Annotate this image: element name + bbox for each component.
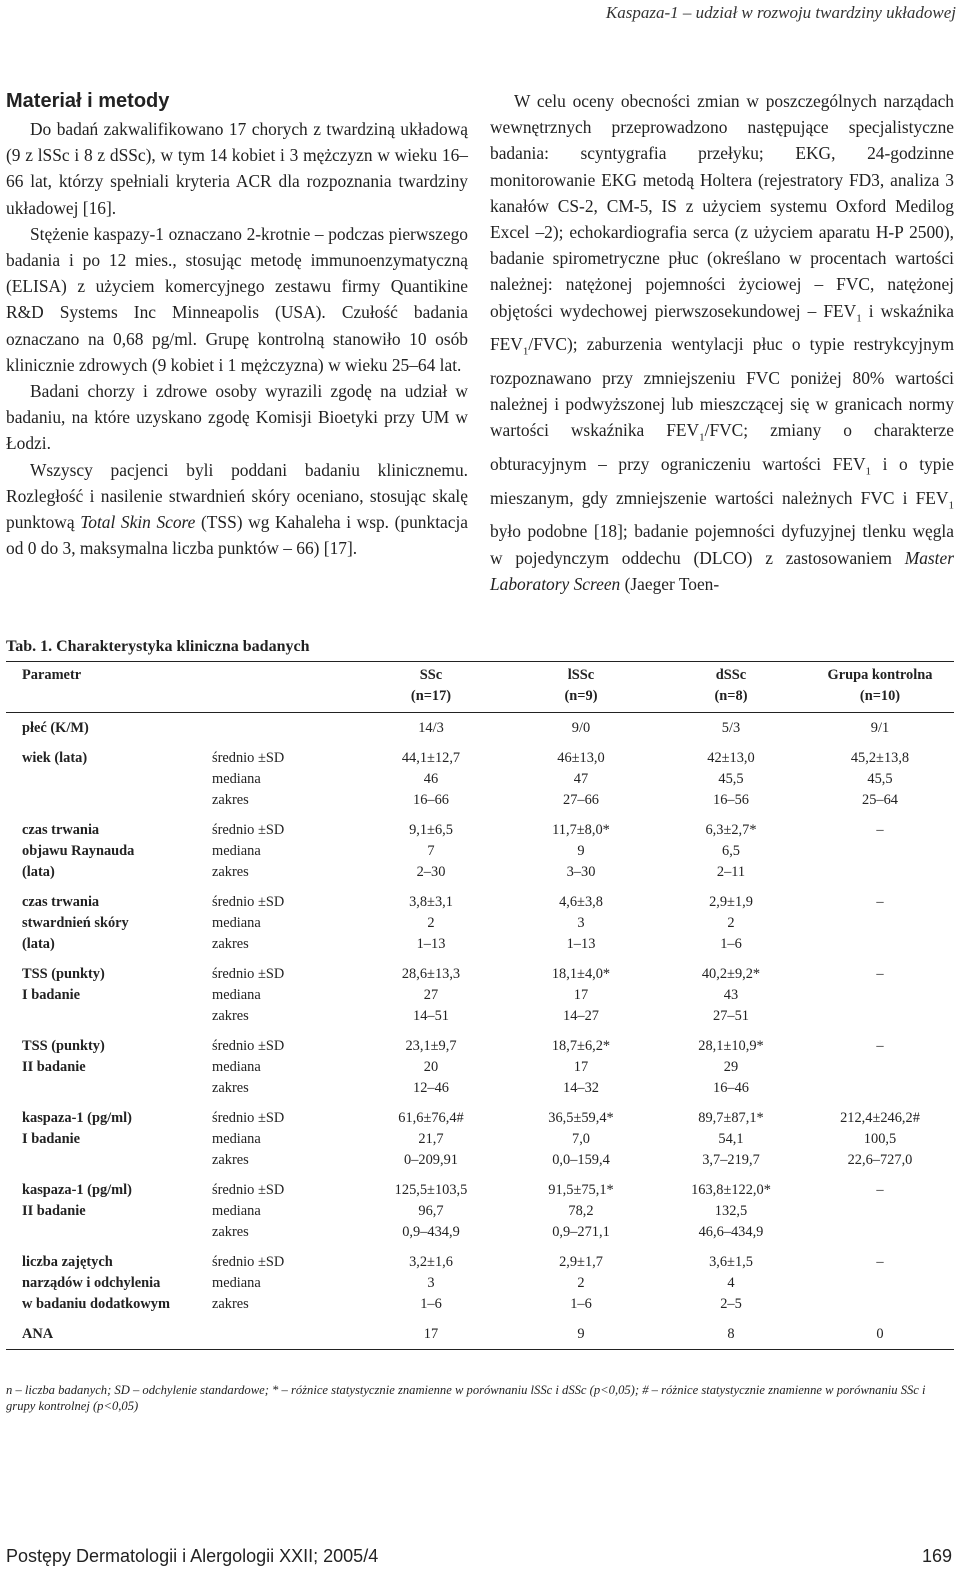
stat-label: zakres <box>212 792 249 808</box>
table-body <box>6 713 954 1349</box>
paragraph-1: Do badań zakwalifikowano 17 chorych z twardziną układową (9 z lSSc i 8 z dSSc), w tym 14 kobiet i 3 mężczyzn w wieku 16–66 lat, którzy spełniali kryteria ACR dla rozpoznania twardziny układowej [16]. <box>6 119 468 218</box>
cell-value: 9,1±6,5 <box>409 822 453 838</box>
row-label-line: (lata) <box>22 864 55 880</box>
text-span: (Jaeger Toen- <box>620 573 720 594</box>
header-lssc-name: lSSc <box>567 667 595 683</box>
header-lssc-n: (n=9) <box>564 688 598 704</box>
cell-values <box>506 1175 656 1247</box>
cell-values <box>806 1103 954 1175</box>
cell-values <box>356 959 506 1031</box>
stat-label: mediana <box>212 1131 261 1147</box>
cell-value <box>806 1273 954 1294</box>
text-span: i o typie mieszanym, gdy zmniejszenie wartości należnych FVC i FEV <box>490 454 955 508</box>
cell-values <box>506 1103 656 1175</box>
cell-value: 0,9–271,1 <box>552 1224 610 1240</box>
cell-value: 20 <box>423 1059 439 1075</box>
cell-value: 2–11 <box>716 864 746 880</box>
stat-label: średnio ±SD <box>212 966 285 982</box>
stat-label: średnio ±SD <box>212 894 285 910</box>
cell-value <box>806 1057 954 1078</box>
row-label-line <box>22 790 212 811</box>
row-label <box>6 887 212 959</box>
italic-term: Master Laboratory Screen <box>490 547 954 594</box>
cell-value: 2 <box>727 915 735 931</box>
cell-value: 78,2 <box>568 1203 594 1219</box>
header-lssc <box>506 662 656 712</box>
cell-value: 17 <box>423 1326 439 1342</box>
row-label-line: II badanie <box>22 1059 86 1075</box>
stat-labels <box>212 1247 356 1319</box>
cell-value: 8 <box>727 1326 735 1342</box>
cell-value: 11,7±8,0* <box>552 822 610 838</box>
text-span: /FVC); zaburzenia wentylacji płuc o typie restrykcyjnym rozpoznawano przy zmniejszeniu FVC poniżej 80% wartości należnej i podwyższonej lub mieszczącej się w granicach normy wartości wskaźnika FEV <box>490 334 954 441</box>
cell-value <box>806 985 954 1006</box>
row-label-line: I badanie <box>22 1131 80 1147</box>
header-control-name: Grupa kontrolna <box>827 667 933 683</box>
stat-labels <box>212 1175 356 1247</box>
row-label-line: stwardnień skóry <box>22 915 129 931</box>
cell-value: – <box>876 966 884 982</box>
header-param: Parametr <box>22 667 82 683</box>
cell-value: 54,1 <box>718 1131 744 1147</box>
cell-value: 89,7±87,1* <box>698 1110 764 1126</box>
cell-value: 2,9±1,7 <box>559 1254 603 1270</box>
cell-value: 3,6±1,5 <box>709 1254 753 1270</box>
cell-value: 2–30 <box>416 864 446 880</box>
stat-label: zakres <box>212 936 249 952</box>
stat-label: zakres <box>212 1152 249 1168</box>
row-label-line: II badanie <box>22 1203 86 1219</box>
text-span: i wskaźnika FEV <box>490 300 954 355</box>
cell-value <box>806 1201 954 1222</box>
cell-values <box>806 959 954 1031</box>
stat-label: zakres <box>212 1008 249 1024</box>
cell-value: 45,2±13,8 <box>850 750 910 766</box>
cell-value: 28,1±10,9* <box>698 1038 764 1054</box>
row-label-line: wiek (lata) <box>22 750 88 766</box>
table-row <box>6 887 954 959</box>
header-dssc-name: dSSc <box>715 667 747 683</box>
stat-label: zakres <box>212 864 249 880</box>
table-header-row <box>6 662 954 712</box>
cell-value: 25–64 <box>862 792 898 808</box>
cell-value: 1–13 <box>566 936 596 952</box>
table-row <box>6 743 954 815</box>
stat-labels <box>212 743 356 815</box>
cell-values <box>656 959 806 1031</box>
paragraph-4 <box>6 457 468 562</box>
cell-value: 2 <box>427 915 435 931</box>
row-label <box>6 1175 212 1247</box>
stat-label: średnio ±SD <box>212 1182 285 1198</box>
cell-value: 9/0 <box>571 720 591 736</box>
section-heading: Materiał i metody <box>6 90 170 112</box>
cell-value: 27–51 <box>713 1008 749 1024</box>
stat-labels <box>212 959 356 1031</box>
row-label-line: (lata) <box>22 936 55 952</box>
text-span: było podobne [18]; badanie pojemności dyfuzyjnej tlenku węgla w pojedynczym oddechu (DLCO) z zastosowaniem <box>490 521 954 568</box>
cell-value: 45,5 <box>718 771 744 787</box>
cell-values <box>656 1175 806 1247</box>
stat-label: mediana <box>212 1203 261 1219</box>
row-label-line <box>22 1150 212 1171</box>
table-row <box>6 1319 954 1349</box>
row-label-line <box>22 1006 212 1027</box>
cell-value: 4,6±3,8 <box>559 894 603 910</box>
cell-value: 7,0 <box>572 1131 590 1147</box>
header-control-n: (n=10) <box>859 688 901 704</box>
cell-values <box>506 1031 656 1103</box>
cell-value: 44,1±12,7 <box>401 750 461 766</box>
paragraph-2: Stężenie kaspazy-1 oznaczano 2-krotnie – podczas pierwszego badania i po 12 mies., stosując metodę immunoenzymatyczną (ELISA) z użyciem komercyjnego zestawu firmy Quantikine R&D Systems Inc Minneapolis (USA). Czułość badania oznaczano na 0,68 pg/ml. Grupę kontrolną stanowiło 10 osób klinicznie zdrowych (9 kobiet i 1 mężczyzna) w wieku 25–64 lat. <box>6 223 468 375</box>
row-label <box>6 815 212 887</box>
header-dssc <box>656 662 806 712</box>
row-label <box>6 743 212 815</box>
cell-values <box>506 743 656 815</box>
cell-value: 46,6–434,9 <box>698 1224 764 1240</box>
cell-value: 23,1±9,7 <box>405 1038 457 1054</box>
cell-value: 46±13,0 <box>557 750 605 766</box>
cell-values <box>656 887 806 959</box>
cell-value: 14/3 <box>418 720 444 736</box>
cell-value: 3,2±1,6 <box>409 1254 453 1270</box>
subscript: 1 <box>948 499 954 512</box>
cell-value: 21,7 <box>418 1131 444 1147</box>
cell-values <box>656 1247 806 1319</box>
table-row <box>6 1103 954 1175</box>
cell-value <box>806 1294 954 1315</box>
cell-value: 40,2±9,2* <box>701 966 761 982</box>
cell-values <box>656 815 806 887</box>
row-label-line: kaspaza-1 (pg/ml) <box>22 1110 132 1126</box>
cell-value <box>806 913 954 934</box>
cell-value: 3 <box>427 1275 435 1291</box>
text-span: W celu oceny obecności zmian w poszczególnych narządach wewnętrznych przeprowadzono następujące specjalistyczne badania: scyntygrafia przełyku; EKG, 24-godzinne monitorowanie EKG metodą Holtera (rejestratory FD3, analiza 3 kanałów CS-2, CM-5, IS z użyciem systemu Oxford Medilog Excel –2); echokardiografia serca (z użyciem aparatu H-P 2500), badanie spirometryczne płuc (określano w procentach wartości należnej: natężonej pojemności życiowej – FVC, natężonej objętości wydechowej pierwszosekundowej – FEV <box>490 91 954 321</box>
cell-value: 16–46 <box>713 1080 749 1096</box>
cell-values <box>806 1247 954 1319</box>
row-label-line: TSS (punkty) <box>22 1038 105 1054</box>
cell-value <box>806 934 954 955</box>
row-label-line <box>22 1078 212 1099</box>
cell-value: 0,0–159,4 <box>552 1152 610 1168</box>
cell-value: 5/3 <box>721 720 741 736</box>
cell-value: 43 <box>723 987 739 1003</box>
cell-value: 16–56 <box>713 792 749 808</box>
cell-value: – <box>876 1254 884 1270</box>
table-row <box>6 1247 954 1319</box>
subscript: 1 <box>699 431 705 444</box>
cell-value: 61,6±76,4# <box>398 1110 464 1126</box>
stat-labels <box>212 815 356 887</box>
cell-value: 2–5 <box>720 1296 742 1312</box>
stat-label: średnio ±SD <box>212 1110 285 1126</box>
cell-value: 3–30 <box>566 864 596 880</box>
row-label: płeć (K/M) <box>22 720 89 736</box>
cell-values <box>806 815 954 887</box>
stat-label: średnio ±SD <box>212 1254 285 1270</box>
row-label-line <box>22 1222 212 1243</box>
cell-value: – <box>876 822 884 838</box>
table-row <box>6 815 954 887</box>
stat-label: mediana <box>212 771 261 787</box>
cell-value: 91,5±75,1* <box>548 1182 614 1198</box>
left-column <box>6 88 468 561</box>
cell-value: 163,8±122,0* <box>691 1182 771 1198</box>
stat-label: zakres <box>212 1080 249 1096</box>
cell-values <box>506 887 656 959</box>
cell-value: 212,4±246,2# <box>840 1110 920 1126</box>
cell-values <box>806 1031 954 1103</box>
header-control <box>806 662 954 712</box>
clinical-table <box>6 661 954 1350</box>
cell-value: 132,5 <box>714 1203 748 1219</box>
cell-values <box>656 1103 806 1175</box>
paragraph-right <box>490 88 954 597</box>
cell-values <box>656 1031 806 1103</box>
cell-value: 17 <box>573 1059 589 1075</box>
text-span: /FVC; zmiany o charakterze obturacyjnym – przy ograniczeniu wartości FEV <box>490 420 954 475</box>
row-label-line: kaspaza-1 (pg/ml) <box>22 1182 132 1198</box>
row-label-line: liczba zajętych <box>22 1254 113 1270</box>
row-label-line: I badanie <box>22 987 80 1003</box>
table-row <box>6 713 954 743</box>
cell-values <box>356 815 506 887</box>
cell-value: – <box>876 894 884 910</box>
cell-values <box>506 1247 656 1319</box>
text-span: Wszyscy pacjenci byli poddani badaniu klinicznemu. Rozległość i nasilenie stwardnień skóry oceniano, stosując skalę punktową <box>6 459 468 533</box>
cell-values <box>506 959 656 1031</box>
cell-value: 16–66 <box>413 792 449 808</box>
row-label: ANA <box>22 1326 54 1342</box>
cell-value: 18,7±6,2* <box>551 1038 611 1054</box>
row-label-line: czas trwania <box>22 822 100 838</box>
header-ssc-name: SSc <box>419 667 443 683</box>
stat-label: średnio ±SD <box>212 822 285 838</box>
journal-footer: Postępy Dermatologii i Alergologii XXII; 2005/4 <box>6 1546 379 1566</box>
row-label-line: narządów i odchylenia <box>22 1275 161 1291</box>
cell-value: 22,6–727,0 <box>847 1152 913 1168</box>
cell-value: 18,1±4,0* <box>551 966 611 982</box>
cell-value: 14–27 <box>563 1008 599 1024</box>
cell-value: 3 <box>577 915 585 931</box>
cell-value: 9/1 <box>870 720 890 736</box>
cell-value: 47 <box>573 771 589 787</box>
cell-value <box>806 1078 954 1099</box>
cell-value: 27–66 <box>563 792 599 808</box>
cell-value: 14–32 <box>563 1080 599 1096</box>
paragraph-3: Badani chorzy i zdrowe osoby wyrazili zgodę na udział w badaniu, na które uzyskano zgodę Komisji Bioetyki przy UM w Łodzi. <box>6 381 468 454</box>
cell-value: 1–6 <box>720 936 742 952</box>
cell-value: 1–13 <box>416 936 446 952</box>
cell-value: 1–6 <box>420 1296 442 1312</box>
row-label <box>6 1247 212 1319</box>
row-label-line: objawu Raynauda <box>22 843 135 859</box>
cell-value: 17 <box>573 987 589 1003</box>
cell-values <box>806 1175 954 1247</box>
table-row <box>6 1031 954 1103</box>
cell-value: – <box>876 1038 884 1054</box>
cell-value: 2,9±1,9 <box>709 894 753 910</box>
cell-value: 12–46 <box>413 1080 449 1096</box>
stat-label: średnio ±SD <box>212 750 285 766</box>
cell-value: 36,5±59,4* <box>548 1110 614 1126</box>
cell-value: 96,7 <box>418 1203 444 1219</box>
stat-label: mediana <box>212 843 261 859</box>
page-number: 169 <box>921 1546 952 1566</box>
cell-values <box>656 743 806 815</box>
header-dssc-n: (n=8) <box>714 688 748 704</box>
stat-label: zakres <box>212 1224 249 1240</box>
cell-value: 45,5 <box>867 771 893 787</box>
cell-value: 46 <box>423 771 439 787</box>
subscript: 1 <box>856 312 862 325</box>
row-label-line <box>22 769 212 790</box>
stat-labels <box>212 1031 356 1103</box>
cell-values <box>356 1175 506 1247</box>
cell-value: 3,7–219,7 <box>702 1152 760 1168</box>
cell-value: 0,9–434,9 <box>402 1224 460 1240</box>
stat-label: mediana <box>212 915 261 931</box>
table-row <box>6 1175 954 1247</box>
cell-value: 125,5±103,5 <box>394 1182 468 1198</box>
cell-value: 6,5 <box>722 843 740 859</box>
running-head: Kaspaza-1 – udział w rozwoju twardziny układowej <box>605 3 956 22</box>
cell-value: 9 <box>577 843 585 859</box>
cell-value: 9 <box>577 1326 585 1342</box>
stat-label: mediana <box>212 1059 261 1075</box>
row-label <box>6 1031 212 1103</box>
cell-values <box>506 815 656 887</box>
cell-value: 0–209,91 <box>404 1152 458 1168</box>
table-footnote: n – liczba badanych; SD – odchylenie standardowe; * – różnice statystycznie znamienne w porównaniu lSSc i dSSc (p<0,05); # – różnice statystycznie znamienne w porównaniu SSc i grupy kontrolnej (p<0,05) <box>6 1383 926 1413</box>
cell-value <box>806 1222 954 1243</box>
table-grid <box>6 662 954 712</box>
cell-values <box>356 887 506 959</box>
table-caption: Tab. 1. Charakterystyka kliniczna badanych <box>6 638 310 655</box>
italic-term: Total Skin Score <box>80 512 196 533</box>
subscript: 1 <box>865 465 872 478</box>
header-ssc-n: (n=17) <box>410 688 452 704</box>
text-span: (TSS) wg Kahaleha i wsp. (punktacja od 0 do 3, maksymalna liczba punktów – 66) [17]. <box>6 512 469 559</box>
cell-value: 2 <box>577 1275 585 1291</box>
row-label-line: w badaniu dodatkowym <box>22 1296 170 1312</box>
stat-label: średnio ±SD <box>212 1038 285 1054</box>
cell-value: – <box>876 1182 884 1198</box>
stat-labels <box>212 1103 356 1175</box>
stat-label: zakres <box>212 1296 249 1312</box>
cell-values <box>356 1247 506 1319</box>
cell-values <box>806 887 954 959</box>
cell-value: 27 <box>423 987 439 1003</box>
cell-value: 4 <box>727 1275 735 1291</box>
cell-value: 14–51 <box>413 1008 449 1024</box>
row-label-line: czas trwania <box>22 894 100 910</box>
row-label <box>6 959 212 1031</box>
cell-values <box>356 1031 506 1103</box>
cell-values <box>356 1103 506 1175</box>
cell-value: 29 <box>723 1059 739 1075</box>
stat-label: mediana <box>212 1275 261 1291</box>
cell-values <box>806 743 954 815</box>
cell-value: 28,6±13,3 <box>401 966 461 982</box>
stat-labels <box>212 887 356 959</box>
cell-value: 100,5 <box>863 1131 897 1147</box>
cell-value: 0 <box>876 1326 884 1342</box>
cell-values <box>356 743 506 815</box>
right-column <box>490 88 954 597</box>
stat-label: mediana <box>212 987 261 1003</box>
cell-value <box>806 841 954 862</box>
cell-value <box>806 862 954 883</box>
row-label-line: TSS (punkty) <box>22 966 105 982</box>
row-label <box>6 1103 212 1175</box>
cell-value: 6,3±2,7* <box>705 822 757 838</box>
table-bottom-rule <box>6 1349 954 1350</box>
cell-value: 7 <box>427 843 435 859</box>
cell-value: 42±13,0 <box>707 750 755 766</box>
subscript: 1 <box>522 345 529 358</box>
cell-value: 1–6 <box>570 1296 592 1312</box>
table-row <box>6 959 954 1031</box>
header-ssc <box>356 662 506 712</box>
cell-value <box>806 1006 954 1027</box>
cell-value: 3,8±3,1 <box>409 894 453 910</box>
